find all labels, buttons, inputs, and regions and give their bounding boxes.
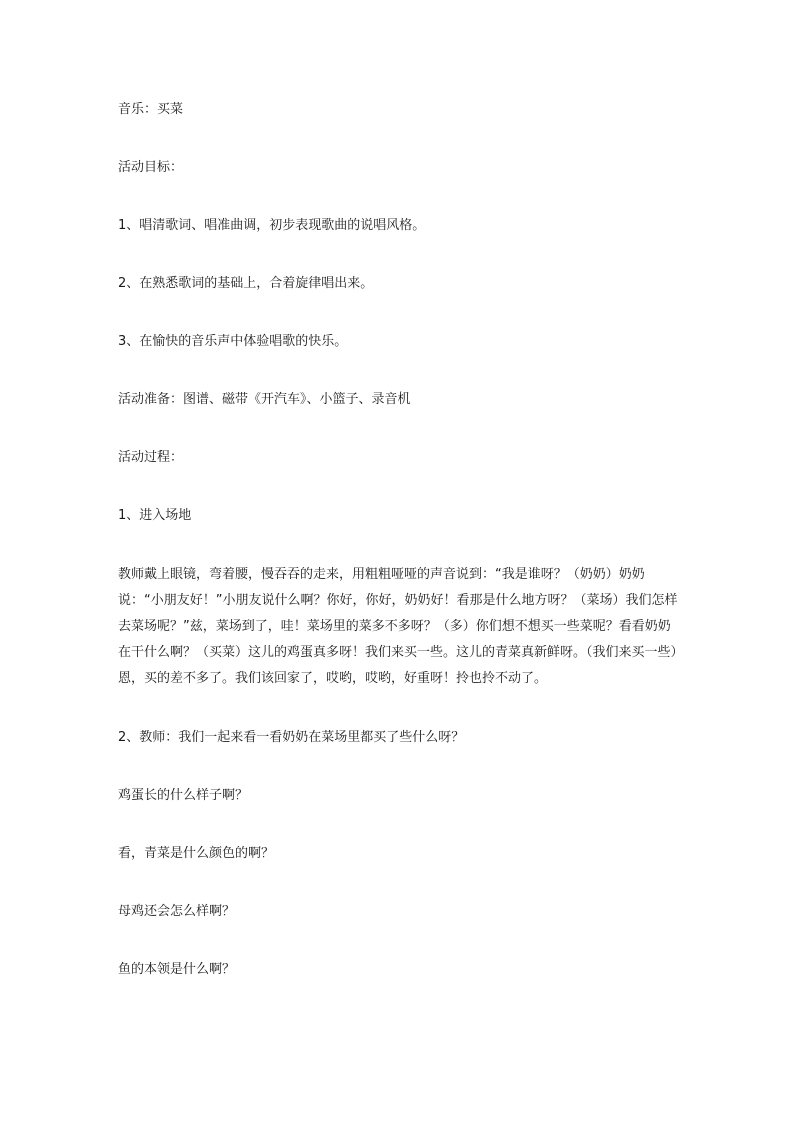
document-title: 音乐：买菜 <box>118 102 184 117</box>
goal-item: 2、在熟悉歌词的基础上，合着旋律唱出来。 <box>118 276 374 291</box>
preparation-line: 活动准备：图谱、磁带《开汽车》、小篮子、录音机 <box>118 392 411 407</box>
document-body <box>118 98 678 982</box>
question-item: 鸡蛋长的什么样子啊？ <box>118 788 249 803</box>
goal-item: 3、在愉快的音乐声中体验唱歌的快乐。 <box>118 334 348 349</box>
goal-item: 1、唱清歌词、唱准曲调，初步表现歌曲的说唱风格。 <box>118 218 426 233</box>
step1-text: 教师戴上眼镜，弯着腰，慢吞吞的走来，用粗粗哑哑的声音说到：“我是谁呀？（奶奶）奶奶说：“小朋友好！”小朋友说什么啊？你好，你好，奶奶好！看那是什么地方呀？（菜场）我们怎样去菜场呢？”兹，菜场到了，哇！菜场里的菜多不多呀？（多）你们想不想买一些菜呢？看看奶奶在干什么啊？（买菜）这儿的鸡蛋真多呀！我们来买一些。这儿的青菜真新鲜呀。（我们来买一些）恩，买的差不多了。我们该回家了，哎哟，哎哟，好重呀！拎也拎不动了。 <box>118 567 678 686</box>
step1-heading: 1、进入场地 <box>118 508 192 523</box>
question-item: 看，青菜是什么颜色的啊？ <box>118 846 275 861</box>
question-item: 鱼的本领是什么啊？ <box>118 962 236 977</box>
process-heading: 活动过程： <box>118 450 184 465</box>
step2-heading: 2、教师：我们一起来看一看奶奶在菜场里都买了些什么呀？ <box>118 730 465 745</box>
goals-heading: 活动目标： <box>118 160 184 175</box>
question-item: 母鸡还会怎么样啊？ <box>118 904 236 919</box>
